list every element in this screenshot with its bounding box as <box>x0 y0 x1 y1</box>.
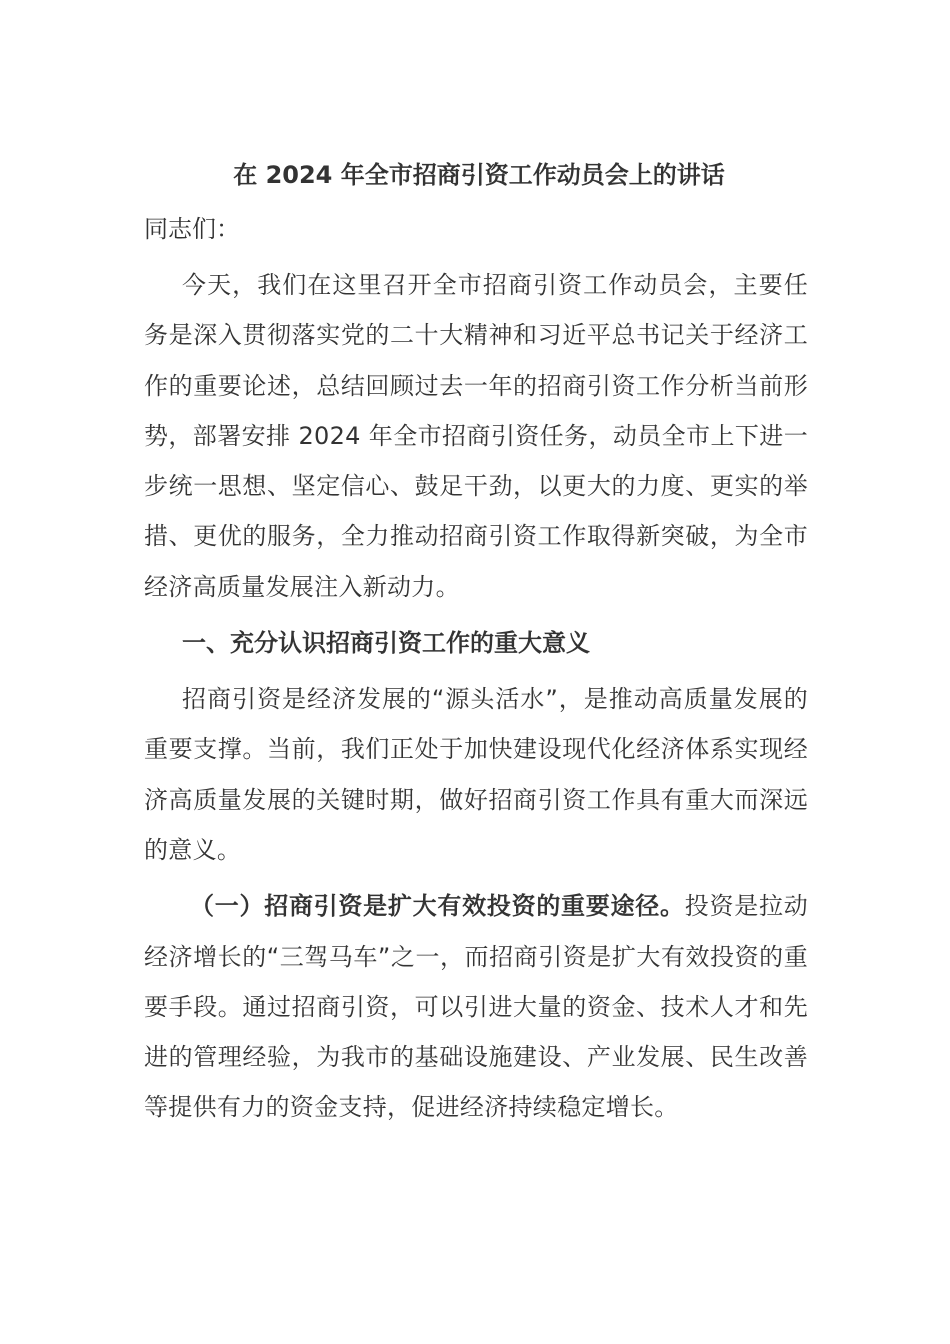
document-title: 在 2024 年全市招商引资工作动员会上的讲话 <box>233 161 725 189</box>
subsection-body: 投资是拉动经济增长的“三驾马车”之一，而招商引资是扩大有效投资的重要手段。通过招商引资，可以引进大量的资金、技术人才和先进的管理经验，为我市的基础设施建设、产业发展、民生改善等提供有力的资金支持，促进经济持续稳定增长。 <box>144 892 808 1122</box>
salutation: 同志们： <box>144 215 240 243</box>
section-heading: 一、充分认识招商引资工作的重大意义 <box>182 629 590 658</box>
intro-paragraph: 今天，我们在这里召开全市招商引资工作动员会，主要任务是深入贯彻落实党的二十大精神和习近平总书记关于经济工作的重要论述，总结回顾过去一年的招商引资工作分析当前形势，部署安排 2024 年全市招商引资任务，动员全市上下进一步统一思想、坚定信心、鼓足干劲，以更大的力度、更实的举措、更优的服务，全力推动招商引资工作取得新突破，为全市经济高质量发展注入新动力。 <box>144 271 808 601</box>
subsection-paragraph <box>144 881 808 1132</box>
subsection-lead: （一）招商引资是扩大有效投资的重要途径。 <box>190 892 685 921</box>
document-body <box>144 152 808 1133</box>
section-paragraph: 招商引资是经济发展的“源头活水”，是推动高质量发展的重要支撑。当前，我们正处于加快建设现代化经济体系实现经济高质量发展的关键时期，做好招商引资工作具有重大而深远的意义。 <box>144 685 808 864</box>
